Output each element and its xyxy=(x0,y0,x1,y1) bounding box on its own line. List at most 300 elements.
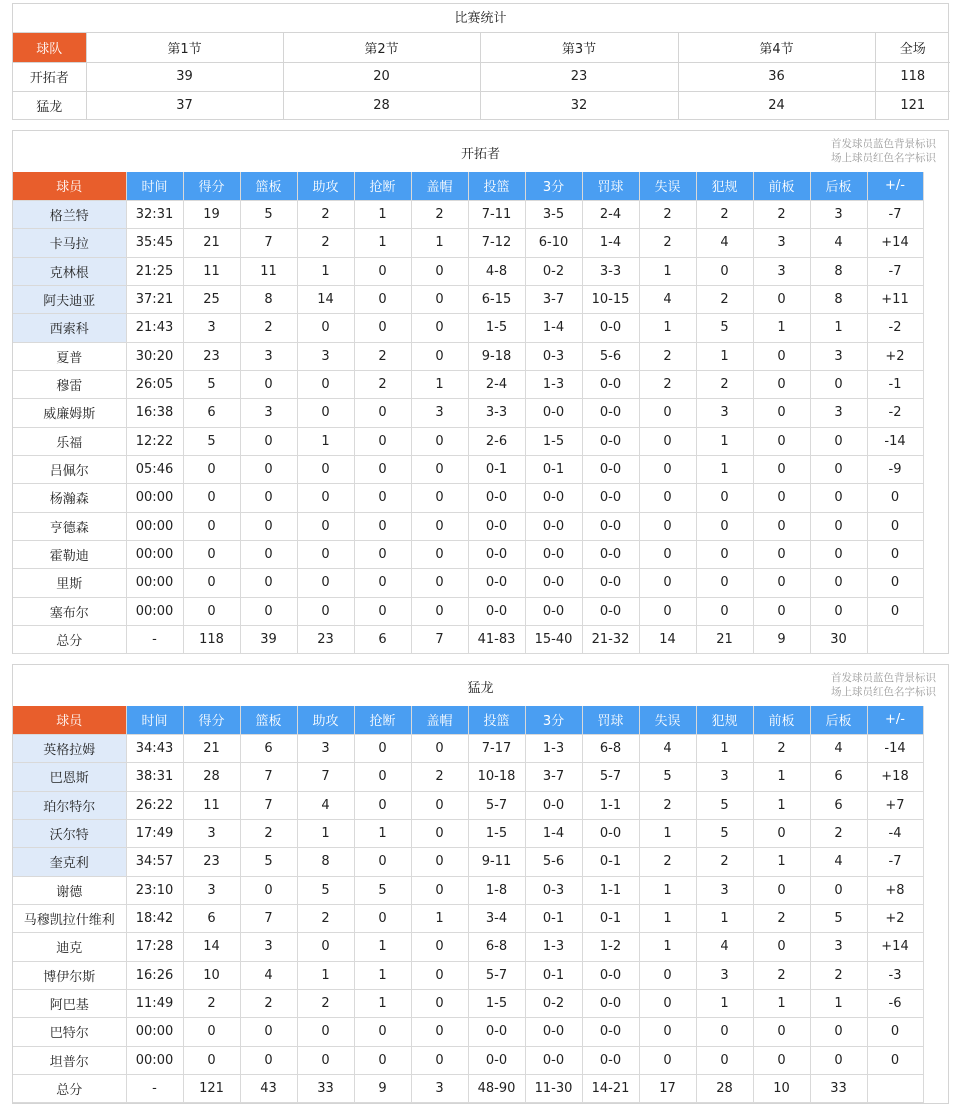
stat-cell-defensive-rebounds: 3 xyxy=(810,200,867,228)
stat-cell-minutes: 00:00 xyxy=(126,597,183,625)
stat-cell-points: 0 xyxy=(183,484,240,512)
totals-cell-turnovers: 14 xyxy=(639,626,696,654)
player-name-cell: 穆雷 xyxy=(13,370,126,398)
stat-cell-steals: 0 xyxy=(354,791,411,819)
stat-cell-assists: 3 xyxy=(297,342,354,370)
stat-cell-fouls: 5 xyxy=(696,791,753,819)
totals-label: 总分 xyxy=(13,1074,126,1102)
quarter-header-cell: 第2节 xyxy=(283,33,480,62)
player-row xyxy=(13,819,923,847)
stat-cell-field-goals: 0-0 xyxy=(468,597,525,625)
player-name-cell: 博伊尔斯 xyxy=(13,961,126,989)
stat-cell-blocks: 0 xyxy=(411,512,468,540)
stat-cell-blocks: 1 xyxy=(411,904,468,932)
stat-cell-free-throws: 5-6 xyxy=(582,342,639,370)
stat-cell-fouls: 3 xyxy=(696,399,753,427)
stat-cell-points: 3 xyxy=(183,314,240,342)
player-row xyxy=(13,257,923,285)
stat-cell-three-pointers: 0-0 xyxy=(525,484,582,512)
stat-cell-steals: 0 xyxy=(354,285,411,313)
stat-cell-defensive-rebounds: 1 xyxy=(810,314,867,342)
totals-cell-plus-minus xyxy=(867,1074,923,1102)
player-row xyxy=(13,229,923,257)
player-row xyxy=(13,597,923,625)
player-name-cell: 霍勒迪 xyxy=(13,540,126,568)
stat-cell-plus-minus: 0 xyxy=(867,1018,923,1046)
stat-cell-assists: 0 xyxy=(297,569,354,597)
stat-cell-fouls: 0 xyxy=(696,569,753,597)
stat-cell-fouls: 0 xyxy=(696,1046,753,1074)
quarter-score-cell: 37 xyxy=(86,91,283,120)
stat-cell-minutes: 00:00 xyxy=(126,484,183,512)
stat-cell-fouls: 1 xyxy=(696,455,753,483)
stat-cell-field-goals: 9-18 xyxy=(468,342,525,370)
stat-cell-three-pointers: 3-5 xyxy=(525,200,582,228)
stat-cell-blocks: 0 xyxy=(411,1018,468,1046)
stat-cell-minutes: 00:00 xyxy=(126,540,183,568)
stat-cell-offensive-rebounds: 0 xyxy=(753,285,810,313)
quarter-score-cell: 20 xyxy=(283,62,480,91)
column-header-turnovers: 失误 xyxy=(639,172,696,200)
stat-cell-offensive-rebounds: 2 xyxy=(753,904,810,932)
stat-cell-assists: 0 xyxy=(297,370,354,398)
stat-cell-rebounds: 3 xyxy=(240,399,297,427)
stat-cell-minutes: 00:00 xyxy=(126,569,183,597)
stat-cell-blocks: 3 xyxy=(411,399,468,427)
stat-cell-minutes: 32:31 xyxy=(126,200,183,228)
stat-cell-minutes: 30:20 xyxy=(126,342,183,370)
stat-cell-offensive-rebounds: 0 xyxy=(753,876,810,904)
stat-cell-plus-minus: 0 xyxy=(867,484,923,512)
column-header-turnovers: 失误 xyxy=(639,706,696,734)
player-name-cell: 塞布尔 xyxy=(13,597,126,625)
stat-cell-turnovers: 1 xyxy=(639,933,696,961)
stat-cell-points: 21 xyxy=(183,229,240,257)
stat-cell-turnovers: 0 xyxy=(639,989,696,1017)
stat-cell-blocks: 0 xyxy=(411,484,468,512)
stat-cell-minutes: 26:05 xyxy=(126,370,183,398)
stat-cell-minutes: 38:31 xyxy=(126,763,183,791)
stat-cell-rebounds: 3 xyxy=(240,933,297,961)
stat-cell-defensive-rebounds: 0 xyxy=(810,569,867,597)
stat-cell-free-throws: 0-0 xyxy=(582,540,639,568)
stat-cell-field-goals: 0-0 xyxy=(468,1046,525,1074)
stat-cell-plus-minus: 0 xyxy=(867,1046,923,1074)
stat-cell-fouls: 1 xyxy=(696,734,753,762)
quarter-team-row xyxy=(13,62,950,91)
stat-cell-rebounds: 0 xyxy=(240,512,297,540)
totals-cell-points: 118 xyxy=(183,626,240,654)
stat-cell-three-pointers: 0-0 xyxy=(525,791,582,819)
stat-cell-assists: 2 xyxy=(297,989,354,1017)
stat-cell-defensive-rebounds: 2 xyxy=(810,961,867,989)
stat-cell-defensive-rebounds: 4 xyxy=(810,229,867,257)
stat-cell-fouls: 5 xyxy=(696,819,753,847)
column-header-minutes: 时间 xyxy=(126,172,183,200)
stat-cell-blocks: 0 xyxy=(411,961,468,989)
totals-cell-offensive-rebounds: 10 xyxy=(753,1074,810,1102)
stat-cell-blocks: 0 xyxy=(411,933,468,961)
stat-cell-fouls: 0 xyxy=(696,257,753,285)
totals-cell-three-pointers: 11-30 xyxy=(525,1074,582,1102)
stat-cell-three-pointers: 1-4 xyxy=(525,819,582,847)
stat-cell-offensive-rebounds: 0 xyxy=(753,484,810,512)
stat-cell-free-throws: 1-1 xyxy=(582,876,639,904)
stat-cell-turnovers: 2 xyxy=(639,229,696,257)
stat-cell-field-goals: 1-5 xyxy=(468,819,525,847)
totals-cell-assists: 33 xyxy=(297,1074,354,1102)
stat-cell-blocks: 2 xyxy=(411,763,468,791)
stat-cell-three-pointers: 1-3 xyxy=(525,370,582,398)
stat-cell-points: 0 xyxy=(183,1046,240,1074)
stat-cell-offensive-rebounds: 0 xyxy=(753,370,810,398)
totals-cell-field-goals: 41-83 xyxy=(468,626,525,654)
stat-cell-rebounds: 8 xyxy=(240,285,297,313)
stat-cell-field-goals: 0-0 xyxy=(468,569,525,597)
stat-cell-free-throws: 0-0 xyxy=(582,1046,639,1074)
stat-cell-rebounds: 7 xyxy=(240,229,297,257)
stat-cell-free-throws: 0-0 xyxy=(582,512,639,540)
stat-cell-assists: 0 xyxy=(297,540,354,568)
player-row xyxy=(13,876,923,904)
stat-cell-turnovers: 0 xyxy=(639,455,696,483)
player-name-cell: 奎克利 xyxy=(13,848,126,876)
box-score-panel-toronto xyxy=(12,664,949,1104)
quarter-scores-title: 比赛统计 xyxy=(13,4,948,33)
stat-cell-minutes: 26:22 xyxy=(126,791,183,819)
stat-cell-steals: 0 xyxy=(354,848,411,876)
stat-cell-turnovers: 2 xyxy=(639,370,696,398)
stat-cell-turnovers: 0 xyxy=(639,512,696,540)
stat-cell-points: 25 xyxy=(183,285,240,313)
stat-cell-defensive-rebounds: 0 xyxy=(810,512,867,540)
player-name-cell: 里斯 xyxy=(13,569,126,597)
stat-cell-minutes: 34:43 xyxy=(126,734,183,762)
stat-cell-rebounds: 5 xyxy=(240,848,297,876)
totals-cell-plus-minus xyxy=(867,626,923,654)
stat-cell-three-pointers: 6-10 xyxy=(525,229,582,257)
stat-cell-steals: 0 xyxy=(354,1018,411,1046)
stat-cell-blocks: 0 xyxy=(411,540,468,568)
stat-cell-three-pointers: 0-0 xyxy=(525,540,582,568)
stat-cell-assists: 0 xyxy=(297,1046,354,1074)
stat-cell-minutes: 18:42 xyxy=(126,904,183,932)
stat-cell-blocks: 0 xyxy=(411,427,468,455)
stat-cell-offensive-rebounds: 1 xyxy=(753,314,810,342)
stat-cell-three-pointers: 3-7 xyxy=(525,285,582,313)
stat-cell-rebounds: 0 xyxy=(240,484,297,512)
stat-cell-defensive-rebounds: 0 xyxy=(810,370,867,398)
stat-cell-assists: 1 xyxy=(297,819,354,847)
stat-cell-turnovers: 1 xyxy=(639,314,696,342)
stat-cell-turnovers: 1 xyxy=(639,257,696,285)
quarter-header-cell: 第1节 xyxy=(86,33,283,62)
totals-cell-rebounds: 43 xyxy=(240,1074,297,1102)
stat-cell-field-goals: 3-4 xyxy=(468,904,525,932)
stat-cell-rebounds: 0 xyxy=(240,1046,297,1074)
stat-cell-steals: 0 xyxy=(354,540,411,568)
stat-cell-free-throws: 0-0 xyxy=(582,961,639,989)
stat-cell-turnovers: 5 xyxy=(639,763,696,791)
stat-cell-blocks: 0 xyxy=(411,848,468,876)
stat-cell-field-goals: 5-7 xyxy=(468,961,525,989)
stat-cell-minutes: 35:45 xyxy=(126,229,183,257)
totals-cell-defensive-rebounds: 30 xyxy=(810,626,867,654)
stat-cell-steals: 0 xyxy=(354,512,411,540)
stat-cell-points: 0 xyxy=(183,455,240,483)
quarter-score-cell: 39 xyxy=(86,62,283,91)
totals-cell-free-throws: 14-21 xyxy=(582,1074,639,1102)
stat-cell-free-throws: 2-4 xyxy=(582,200,639,228)
stat-cell-assists: 0 xyxy=(297,314,354,342)
stat-cell-turnovers: 0 xyxy=(639,961,696,989)
column-header-defensive-rebounds: 后板 xyxy=(810,706,867,734)
totals-cell-points: 121 xyxy=(183,1074,240,1102)
player-name-cell: 卡马拉 xyxy=(13,229,126,257)
stat-cell-defensive-rebounds: 0 xyxy=(810,1018,867,1046)
quarter-header-cell: 第4节 xyxy=(678,33,875,62)
stat-cell-assists: 1 xyxy=(297,961,354,989)
stat-cell-plus-minus: -14 xyxy=(867,734,923,762)
stat-cell-free-throws: 0-0 xyxy=(582,819,639,847)
stat-cell-defensive-rebounds: 0 xyxy=(810,597,867,625)
player-name-cell: 亨德森 xyxy=(13,512,126,540)
stat-cell-steals: 1 xyxy=(354,989,411,1017)
totals-cell-minutes: - xyxy=(126,626,183,654)
column-header-points: 得分 xyxy=(183,172,240,200)
stat-cell-three-pointers: 1-3 xyxy=(525,734,582,762)
stat-cell-minutes: 23:10 xyxy=(126,876,183,904)
column-header-defensive-rebounds: 后板 xyxy=(810,172,867,200)
stat-cell-assists: 1 xyxy=(297,427,354,455)
stat-cell-blocks: 0 xyxy=(411,819,468,847)
totals-label: 总分 xyxy=(13,626,126,654)
totals-cell-steals: 6 xyxy=(354,626,411,654)
stat-cell-plus-minus: +14 xyxy=(867,933,923,961)
stat-cell-rebounds: 0 xyxy=(240,370,297,398)
column-header-steals: 抢断 xyxy=(354,706,411,734)
stat-cell-rebounds: 0 xyxy=(240,1018,297,1046)
stat-cell-steals: 1 xyxy=(354,933,411,961)
player-name-cell: 坦普尔 xyxy=(13,1046,126,1074)
quarter-score-cell: 28 xyxy=(283,91,480,120)
player-name-cell: 乐福 xyxy=(13,427,126,455)
totals-cell-fouls: 28 xyxy=(696,1074,753,1102)
stat-cell-three-pointers: 5-6 xyxy=(525,848,582,876)
stat-cell-free-throws: 0-0 xyxy=(582,1018,639,1046)
stat-cell-defensive-rebounds: 0 xyxy=(810,427,867,455)
stat-cell-points: 10 xyxy=(183,961,240,989)
player-name-cell: 克林根 xyxy=(13,257,126,285)
stat-cell-free-throws: 5-7 xyxy=(582,763,639,791)
stat-cell-steals: 1 xyxy=(354,819,411,847)
column-header-free-throws: 罚球 xyxy=(582,706,639,734)
stat-cell-fouls: 3 xyxy=(696,876,753,904)
stat-cell-points: 23 xyxy=(183,342,240,370)
stat-cell-offensive-rebounds: 0 xyxy=(753,512,810,540)
stat-cell-plus-minus: -4 xyxy=(867,819,923,847)
totals-cell-field-goals: 48-90 xyxy=(468,1074,525,1102)
stat-cell-points: 0 xyxy=(183,540,240,568)
totals-cell-fouls: 21 xyxy=(696,626,753,654)
column-header-fouls: 犯规 xyxy=(696,172,753,200)
stat-cell-offensive-rebounds: 0 xyxy=(753,427,810,455)
column-header-assists: 助攻 xyxy=(297,172,354,200)
stat-cell-points: 3 xyxy=(183,876,240,904)
stat-cell-field-goals: 3-3 xyxy=(468,399,525,427)
stat-cell-rebounds: 0 xyxy=(240,455,297,483)
stat-cell-field-goals: 0-0 xyxy=(468,540,525,568)
stat-cell-assists: 0 xyxy=(297,399,354,427)
stat-cell-steals: 0 xyxy=(354,763,411,791)
quarter-score-cell: 24 xyxy=(678,91,875,120)
column-header-free-throws: 罚球 xyxy=(582,172,639,200)
stat-cell-points: 6 xyxy=(183,399,240,427)
team-title: 开拓者 xyxy=(460,147,500,162)
stat-cell-minutes: 16:26 xyxy=(126,961,183,989)
stat-cell-three-pointers: 0-1 xyxy=(525,904,582,932)
column-header-player-name: 球员 xyxy=(13,172,126,200)
player-name-cell: 阿巴基 xyxy=(13,989,126,1017)
stat-cell-free-throws: 0-0 xyxy=(582,455,639,483)
stat-cell-free-throws: 6-8 xyxy=(582,734,639,762)
stat-cell-minutes: 21:25 xyxy=(126,257,183,285)
quarter-header-cell: 全场 xyxy=(875,33,950,62)
column-header-field-goals: 投篮 xyxy=(468,706,525,734)
stat-cell-rebounds: 7 xyxy=(240,791,297,819)
stat-cell-turnovers: 4 xyxy=(639,285,696,313)
totals-row xyxy=(13,1074,923,1102)
stat-cell-plus-minus: +14 xyxy=(867,229,923,257)
stat-cell-fouls: 2 xyxy=(696,200,753,228)
legend-note-on-court: 场上球员红色名字标识 xyxy=(831,152,936,164)
player-name-cell: 谢德 xyxy=(13,876,126,904)
stat-cell-points: 2 xyxy=(183,989,240,1017)
stat-cell-points: 21 xyxy=(183,734,240,762)
stat-cell-turnovers: 0 xyxy=(639,540,696,568)
stat-cell-steals: 0 xyxy=(354,314,411,342)
stat-cell-three-pointers: 0-1 xyxy=(525,961,582,989)
stat-cell-plus-minus: +2 xyxy=(867,904,923,932)
stat-cell-offensive-rebounds: 1 xyxy=(753,989,810,1017)
stat-cell-assists: 0 xyxy=(297,1018,354,1046)
column-header-three-pointers: 3分 xyxy=(525,706,582,734)
stat-cell-steals: 0 xyxy=(354,904,411,932)
stat-cell-minutes: 05:46 xyxy=(126,455,183,483)
stat-cell-assists: 2 xyxy=(297,200,354,228)
stat-cell-offensive-rebounds: 0 xyxy=(753,540,810,568)
stat-cell-turnovers: 0 xyxy=(639,427,696,455)
stat-cell-three-pointers: 0-0 xyxy=(525,569,582,597)
stat-cell-points: 0 xyxy=(183,512,240,540)
stat-cell-three-pointers: 0-0 xyxy=(525,512,582,540)
player-name-cell: 沃尔特 xyxy=(13,819,126,847)
stat-cell-turnovers: 0 xyxy=(639,1046,696,1074)
player-row xyxy=(13,763,923,791)
stat-cell-plus-minus: 0 xyxy=(867,569,923,597)
player-row xyxy=(13,200,923,228)
stat-cell-points: 0 xyxy=(183,569,240,597)
player-name-cell: 杨瀚森 xyxy=(13,484,126,512)
quarter-score-cell: 32 xyxy=(480,91,678,120)
stat-cell-turnovers: 0 xyxy=(639,484,696,512)
stat-cell-minutes: 17:49 xyxy=(126,819,183,847)
column-header-field-goals: 投篮 xyxy=(468,172,525,200)
stat-cell-steals: 0 xyxy=(354,455,411,483)
player-row xyxy=(13,1018,923,1046)
stat-cell-assists: 2 xyxy=(297,229,354,257)
player-row xyxy=(13,569,923,597)
stat-cell-field-goals: 1-5 xyxy=(468,989,525,1017)
column-header-assists: 助攻 xyxy=(297,706,354,734)
player-row xyxy=(13,484,923,512)
stat-cell-three-pointers: 1-5 xyxy=(525,427,582,455)
column-header-steals: 抢断 xyxy=(354,172,411,200)
stat-cell-defensive-rebounds: 1 xyxy=(810,989,867,1017)
stat-cell-turnovers: 2 xyxy=(639,791,696,819)
player-stats-table xyxy=(13,706,924,1103)
stat-cell-offensive-rebounds: 1 xyxy=(753,791,810,819)
stat-cell-defensive-rebounds: 6 xyxy=(810,791,867,819)
stat-cell-free-throws: 1-2 xyxy=(582,933,639,961)
quarter-scores-table xyxy=(13,33,950,120)
stat-cell-offensive-rebounds: 3 xyxy=(753,257,810,285)
column-header-rebounds: 篮板 xyxy=(240,706,297,734)
stat-cell-minutes: 12:22 xyxy=(126,427,183,455)
player-row xyxy=(13,540,923,568)
stat-cell-minutes: 17:28 xyxy=(126,933,183,961)
totals-cell-rebounds: 39 xyxy=(240,626,297,654)
totals-cell-turnovers: 17 xyxy=(639,1074,696,1102)
stat-cell-plus-minus: -3 xyxy=(867,961,923,989)
stat-cell-field-goals: 0-0 xyxy=(468,1018,525,1046)
stat-cell-turnovers: 4 xyxy=(639,734,696,762)
stat-cell-minutes: 16:38 xyxy=(126,399,183,427)
stat-cell-offensive-rebounds: 1 xyxy=(753,848,810,876)
stat-cell-assists: 14 xyxy=(297,285,354,313)
stat-cell-defensive-rebounds: 3 xyxy=(810,342,867,370)
stat-cell-rebounds: 0 xyxy=(240,569,297,597)
quarter-header-cell: 球队 xyxy=(13,33,86,62)
player-row xyxy=(13,342,923,370)
stat-cell-points: 5 xyxy=(183,370,240,398)
stat-cell-rebounds: 0 xyxy=(240,597,297,625)
player-name-cell: 西索科 xyxy=(13,314,126,342)
stat-cell-turnovers: 2 xyxy=(639,848,696,876)
stat-cell-turnovers: 2 xyxy=(639,200,696,228)
stat-cell-assists: 0 xyxy=(297,933,354,961)
stat-cell-offensive-rebounds: 2 xyxy=(753,961,810,989)
column-header-offensive-rebounds: 前板 xyxy=(753,172,810,200)
stat-cell-assists: 4 xyxy=(297,791,354,819)
player-name-cell: 巴恩斯 xyxy=(13,763,126,791)
stat-cell-rebounds: 6 xyxy=(240,734,297,762)
stat-cell-assists: 0 xyxy=(297,455,354,483)
stat-cell-three-pointers: 1-3 xyxy=(525,933,582,961)
stat-cell-blocks: 0 xyxy=(411,569,468,597)
stat-cell-turnovers: 0 xyxy=(639,569,696,597)
stat-cell-three-pointers: 0-2 xyxy=(525,257,582,285)
stat-cell-steals: 0 xyxy=(354,427,411,455)
column-header-blocks: 盖帽 xyxy=(411,172,468,200)
stat-cell-three-pointers: 0-1 xyxy=(525,455,582,483)
quarter-team-row xyxy=(13,91,950,120)
stat-cell-turnovers: 0 xyxy=(639,399,696,427)
stat-cell-steals: 0 xyxy=(354,1046,411,1074)
stat-cell-blocks: 2 xyxy=(411,200,468,228)
stat-cell-minutes: 00:00 xyxy=(126,512,183,540)
totals-cell-three-pointers: 15-40 xyxy=(525,626,582,654)
